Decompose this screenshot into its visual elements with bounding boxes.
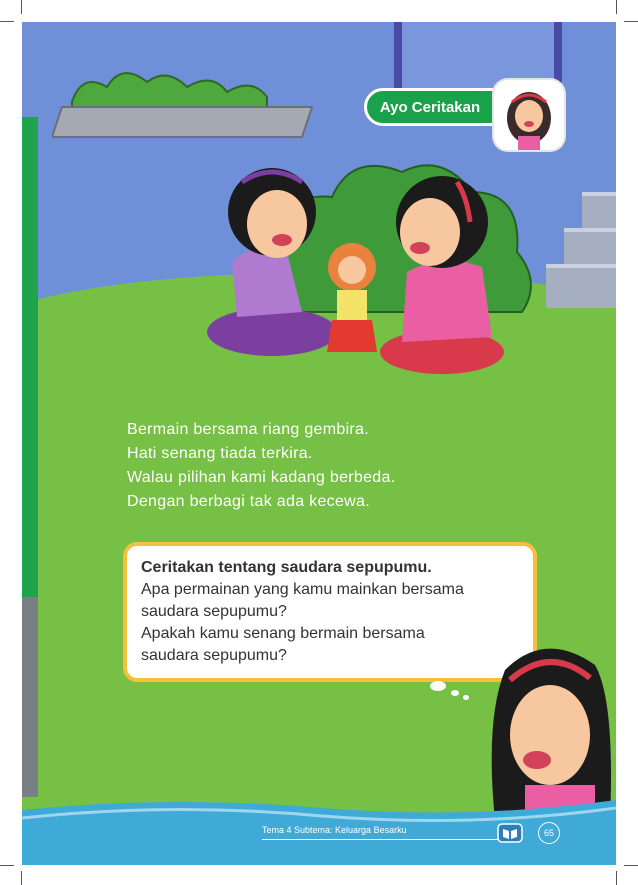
crop-mark bbox=[624, 21, 638, 22]
question-title: Ceritakan tentang saudara sepupumu. bbox=[141, 559, 432, 576]
footer-divider bbox=[262, 839, 500, 840]
question-bubble bbox=[123, 542, 537, 682]
planter-illustration bbox=[52, 52, 322, 142]
crop-mark bbox=[0, 21, 14, 22]
question-line: Apa permainan yang kamu mainkan bersama bbox=[141, 581, 464, 598]
crop-mark bbox=[0, 865, 14, 866]
thought-dot bbox=[430, 681, 446, 691]
question-line: saudara sepupumu? bbox=[141, 603, 287, 620]
thought-dot bbox=[463, 695, 469, 700]
side-color-bar bbox=[22, 117, 38, 597]
side-gray-bar bbox=[22, 597, 38, 797]
girls-playing-illustration bbox=[192, 152, 522, 392]
section-badge bbox=[364, 88, 496, 126]
poem-line: Walau pilihan kami kadang berbeda. bbox=[127, 469, 396, 486]
crop-mark bbox=[21, 871, 22, 885]
crop-mark bbox=[616, 871, 617, 885]
page-number: 65 bbox=[538, 822, 560, 844]
footer-subtitle: Tema 4 Subtema: Keluarga Besarku bbox=[262, 825, 407, 835]
crop-mark bbox=[616, 0, 617, 14]
poem-line: Dengan berbagi tak ada kecewa. bbox=[127, 493, 370, 510]
girl-avatar-icon bbox=[494, 80, 564, 150]
crop-mark bbox=[624, 865, 638, 866]
question-line: Apakah kamu senang bermain bersama bbox=[141, 625, 425, 642]
book-icon bbox=[497, 820, 523, 846]
thought-dot bbox=[451, 690, 459, 696]
stairs-illustration bbox=[536, 192, 616, 332]
poem-line: Bermain bersama riang gembira. bbox=[127, 421, 369, 438]
badge-label: Ayo Ceritakan bbox=[379, 98, 481, 116]
poem-line: Hati senang tiada terkira. bbox=[127, 445, 313, 462]
poem-text bbox=[127, 418, 395, 514]
crop-mark bbox=[21, 0, 22, 14]
question-line: saudara sepupumu? bbox=[141, 647, 287, 664]
